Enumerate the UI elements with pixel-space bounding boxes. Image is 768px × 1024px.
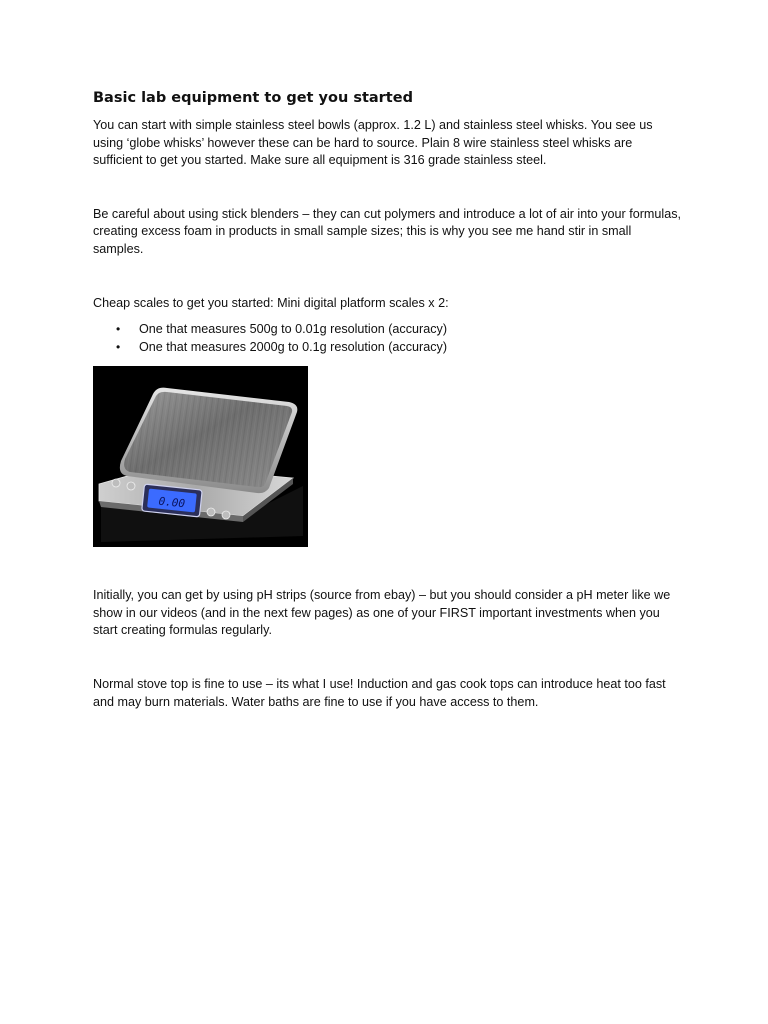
- document-page: [93, 88, 683, 711]
- bullet-icon: •: [116, 340, 121, 355]
- digital-scale-photo: [93, 366, 308, 547]
- page-title: Basic lab equipment to get you started: [93, 90, 413, 106]
- scales-list: [93, 320, 683, 356]
- paragraph-stick-blenders: Be careful about using stick blenders – they can cut polymers and introduce a lot of air into your formulas, creating excess foam in products in small sample sizes; this is why you see me hand stir in small samples.: [93, 206, 682, 256]
- paragraph-ph-strips: Initially, you can get by using pH strips (source from ebay) – but you should consider a pH meter like we show in our videos (and in the next few pages) as one of your FIRST important investments when you start creating formulas regularly.: [93, 588, 671, 638]
- list-item-text: One that measures 2000g to 0.1g resolution (accuracy): [139, 340, 448, 355]
- scale-display-readout: 0.00: [157, 494, 186, 511]
- paragraph-scales-intro: Cheap scales to get you started: Mini digital platform scales x 2:: [93, 295, 449, 310]
- paragraph-bowls-whisks: You can start with simple stainless steel bowls (approx. 1.2 L) and stainless steel whisks. You see us using ‘globe whisks’ however these can be hard to source. Plain 8 wire stainless steel whisks are sufficient to get you started. Make sure all equipment is 316 grade stainless steel.: [93, 118, 653, 168]
- list-item: [93, 338, 683, 356]
- list-item: [93, 320, 683, 338]
- list-item-text: One that measures 500g to 0.01g resolution (accuracy): [139, 322, 448, 337]
- paragraph-stove-top: Normal stove top is fine to use – its what I use! Induction and gas cook tops can introduce heat too fast and may burn materials. Water baths are fine to use if you have access to them.: [93, 676, 666, 709]
- bullet-icon: •: [116, 322, 121, 337]
